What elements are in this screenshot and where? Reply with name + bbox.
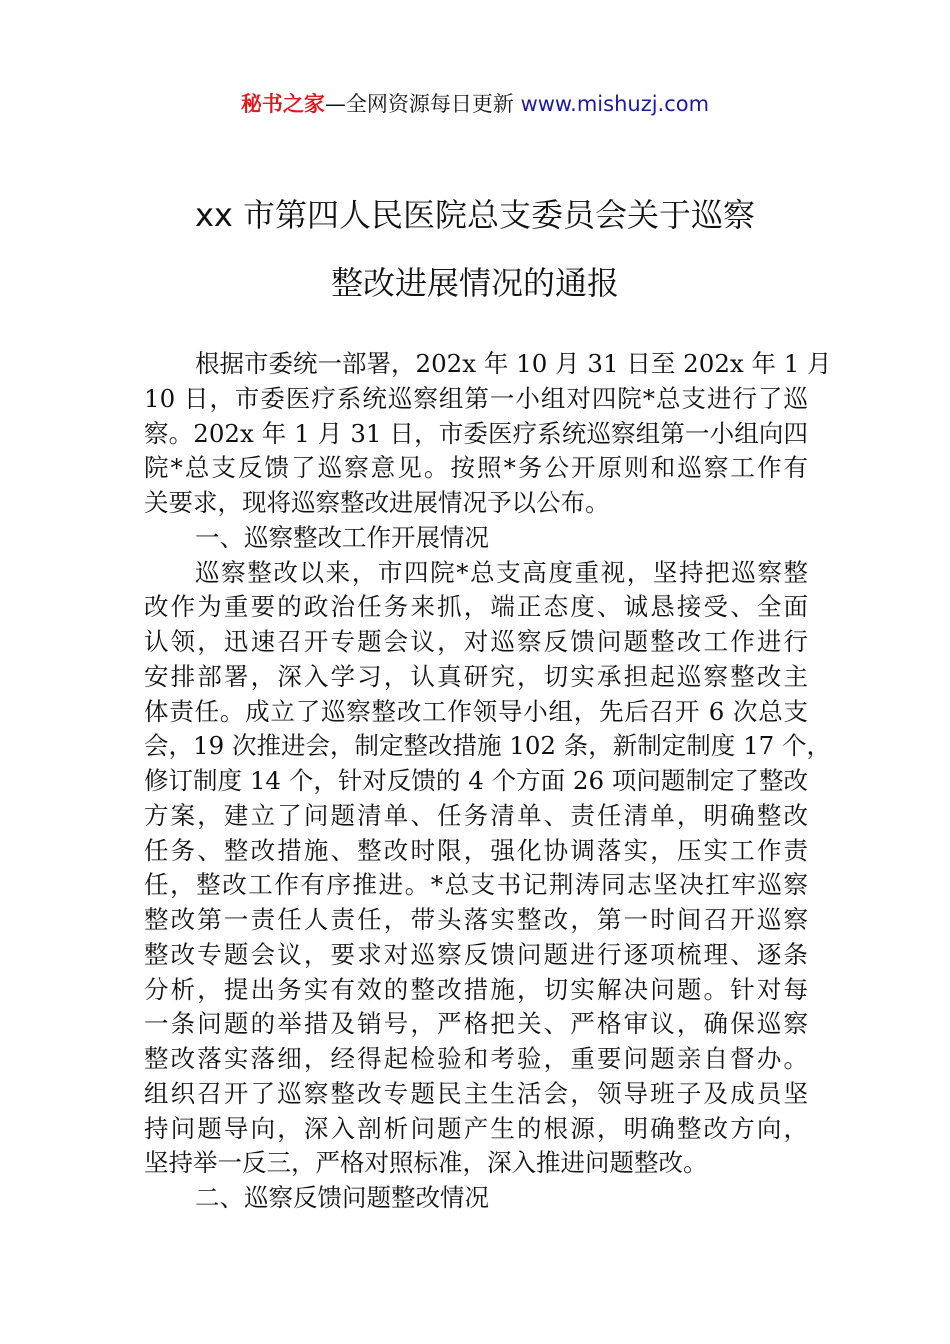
site-slogan: —全网资源每日更新 (324, 92, 514, 116)
paragraph-line: 分析，提出务实有效的整改措施，切实解决问题。针对每 (144, 974, 808, 1004)
paragraph-line: 体责任。成立了巡察整改工作领导小组，先后召开 6 次总支 (144, 696, 808, 726)
paragraph-line: 修订制度 14 个，针对反馈的 4 个方面 26 项问题制定了整改 (144, 766, 808, 795)
paragraph-line: 任，整改工作有序推进。*总支书记荆涛同志坚决扛牢巡察 (144, 870, 808, 900)
paragraph-line: 整改落实落细，经得起检验和考验，重要问题亲自督办。 (144, 1044, 808, 1073)
paragraph-line: 方案，建立了问题清单、任务清单、责任清单，明确整改 (144, 800, 808, 830)
paragraph-line: 改作为重要的政治任务来抓，端正态度、诚恳接受、全面 (144, 592, 808, 622)
paragraph-line: 整改第一责任人责任，带头落实整改，第一时间召开巡察 (144, 905, 808, 934)
paragraph-line: 关要求，现将巡察整改进展情况予以公布。 (144, 488, 610, 517)
paragraph-line: 巡察整改以来，市四院*总支高度重视，坚持把巡察整 (195, 557, 808, 587)
site-header (0, 88, 950, 118)
paragraph-line: 10 日，市委医疗系统巡察组第一小组对四院*总支进行了巡 (144, 383, 808, 413)
paragraph-line: 察。202x 年 1 月 31 日，市委医疗系统巡察组第一小组向四 (144, 418, 808, 448)
paragraph-line: 任务、整改措施、整改时限，强化协调落实，压实工作责 (144, 835, 808, 865)
document-title-line-2: 整改进展情况的通报 (330, 264, 619, 302)
paragraph-line: 会，19 次推进会，制定整改措施 102 条，新制定制度 17 个， (144, 731, 832, 761)
paragraph-line: 一条问题的举措及销号，严格把关、严格审议，确保巡察 (144, 1009, 808, 1039)
site-url-link[interactable]: www.mishuzj.com (520, 92, 710, 116)
paragraph-line: 组织召开了巡察整改专题民主生活会，领导班子及成员坚 (144, 1078, 808, 1108)
document-body (144, 347, 832, 1216)
section-heading-1: 一、巡察整改工作开展情况 (195, 522, 489, 552)
section-heading-2: 二、巡察反馈问题整改情况 (195, 1183, 489, 1212)
paragraph-line: 整改专题会议，要求对巡察反馈问题进行逐项梳理、逐条 (144, 939, 808, 969)
paragraph-line: 坚持举一反三，严格对照标准，深入推进问题整改。 (144, 1148, 708, 1178)
paragraph-line: 认领，迅速召开专题会议，对巡察反馈问题整改工作进行 (144, 627, 808, 656)
paragraph-line: 持问题导向，深入剖析问题产生的根源，明确整改方向， (144, 1113, 808, 1143)
paragraph-line: 安排部署，深入学习，认真研究，切实承担起巡察整改主 (144, 661, 808, 691)
paragraph-line: 院*总支反馈了巡察意见。按照*务公开原则和巡察工作有 (144, 453, 808, 483)
site-brand: 秘书之家 (240, 92, 325, 116)
paragraph-line: 根据市委统一部署，202x 年 10 月 31 日至 202x 年 1 月 (195, 349, 832, 378)
document-title-line-1: xx 市第四人民医院总支委员会关于巡察 (194, 196, 756, 234)
